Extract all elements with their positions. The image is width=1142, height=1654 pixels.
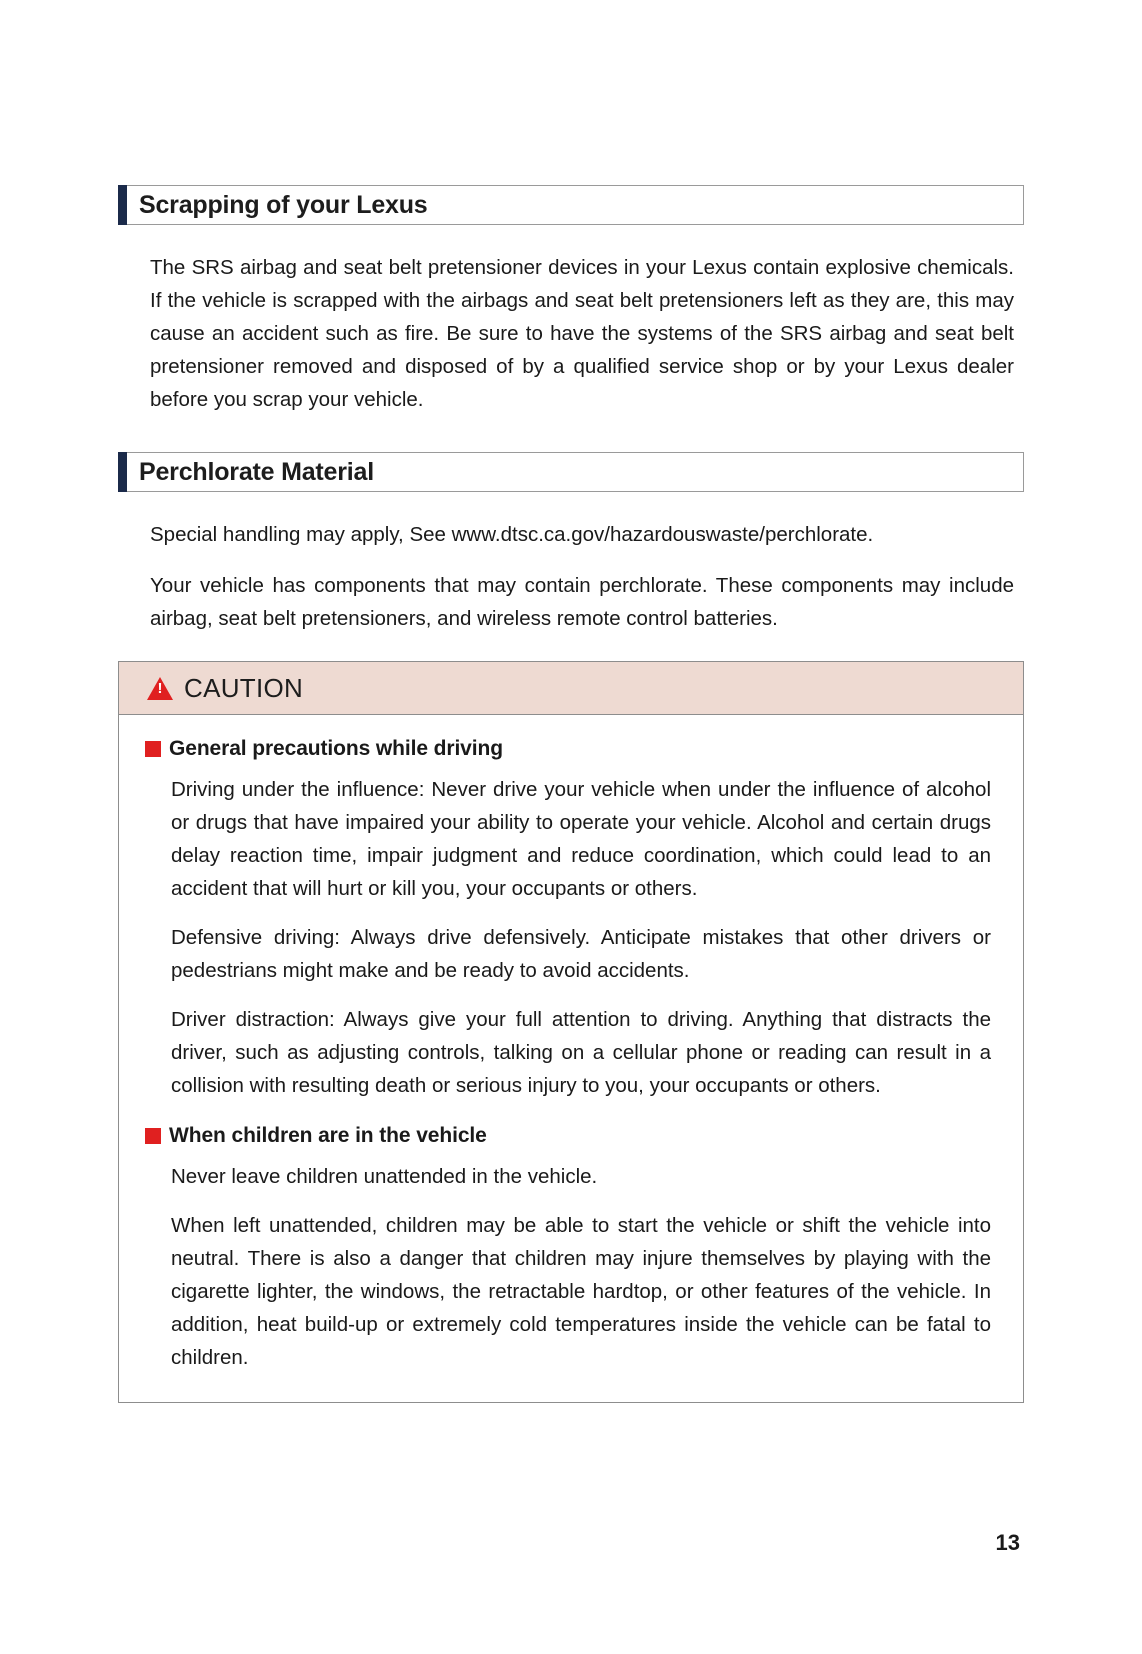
caution-body: [119, 715, 1023, 1402]
caution-box: [118, 661, 1024, 1403]
warning-triangle-icon: [147, 677, 173, 700]
caution-label: CAUTION: [184, 672, 304, 703]
caution-paragraph: Never leave children unattended in the vehicle.: [171, 1165, 598, 1188]
section-heading-scrapping: [118, 185, 1024, 225]
section-title: Perchlorate Material: [139, 458, 374, 486]
section-paragraph: Your vehicle has components that may contain perchlorate. These components may include airbag, seat belt pretensioners, and wireless remote control batteries.: [150, 574, 1014, 630]
caution-subheading: [145, 1124, 997, 1148]
section-title: Scrapping of your Lexus: [139, 191, 428, 219]
caution-subheading: [145, 737, 997, 761]
section-heading-perchlorate: [118, 452, 1024, 492]
caution-subheading-label: When children are in the vehicle: [169, 1124, 487, 1147]
heading-accent-bar: [118, 185, 127, 225]
bullet-square-icon: [145, 1128, 161, 1144]
caution-subheading-label: General precautions while driving: [169, 737, 503, 760]
caution-paragraph: Driver distraction: Always give your full attention to driving. Anything that distracts the driver, such as adjusting controls, talking on a cellular phone or reading can result in a collision with resulting death or serious injury to you, your occupants or others.: [171, 1008, 991, 1097]
spacer: [118, 416, 1024, 452]
caution-paragraph: When left unattended, children may be able to start the vehicle or shift the vehicle into neutral. There is also a danger that children may injure themselves by playing with the cigarette lighter, the windows, the retractable hardtop, or other features of the vehicle. In addition, heat build-up or extremely cold temperatures inside the vehicle can be fatal to children.: [171, 1214, 991, 1369]
bullet-square-icon: [145, 741, 161, 757]
section-paragraph: Special handling may apply, See www.dtsc.ca.gov/hazardouswaste/perchlorate.: [150, 523, 874, 546]
section-paragraph: The SRS airbag and seat belt pretensioner devices in your Lexus contain explosive chemicals. If the vehicle is scrapped with the airbags and seat belt pretensioners left as they are, this may cause an accident such as fire. Be sure to have the systems of the SRS airbag and seat belt pretensioner removed and disposed of by a qualified service shop or by your Lexus dealer before you scrap your vehicle.: [150, 256, 1014, 411]
heading-accent-bar: [118, 452, 127, 492]
page-number: 13: [995, 1530, 1020, 1555]
caution-paragraph: Driving under the influence: Never drive your vehicle when under the influence of alcohol or drugs that have impaired your ability to operate your vehicle. Alcohol and certain drugs delay reaction time, impair judgment and reduce coordination, which could lead to an accident that will hurt or kill you, your occupants or others.: [171, 778, 991, 900]
caution-paragraph: Defensive driving: Always drive defensively. Anticipate mistakes that other drivers or pedestrians might make and be ready to avoid accidents.: [171, 926, 991, 982]
caution-header: [119, 662, 1023, 715]
